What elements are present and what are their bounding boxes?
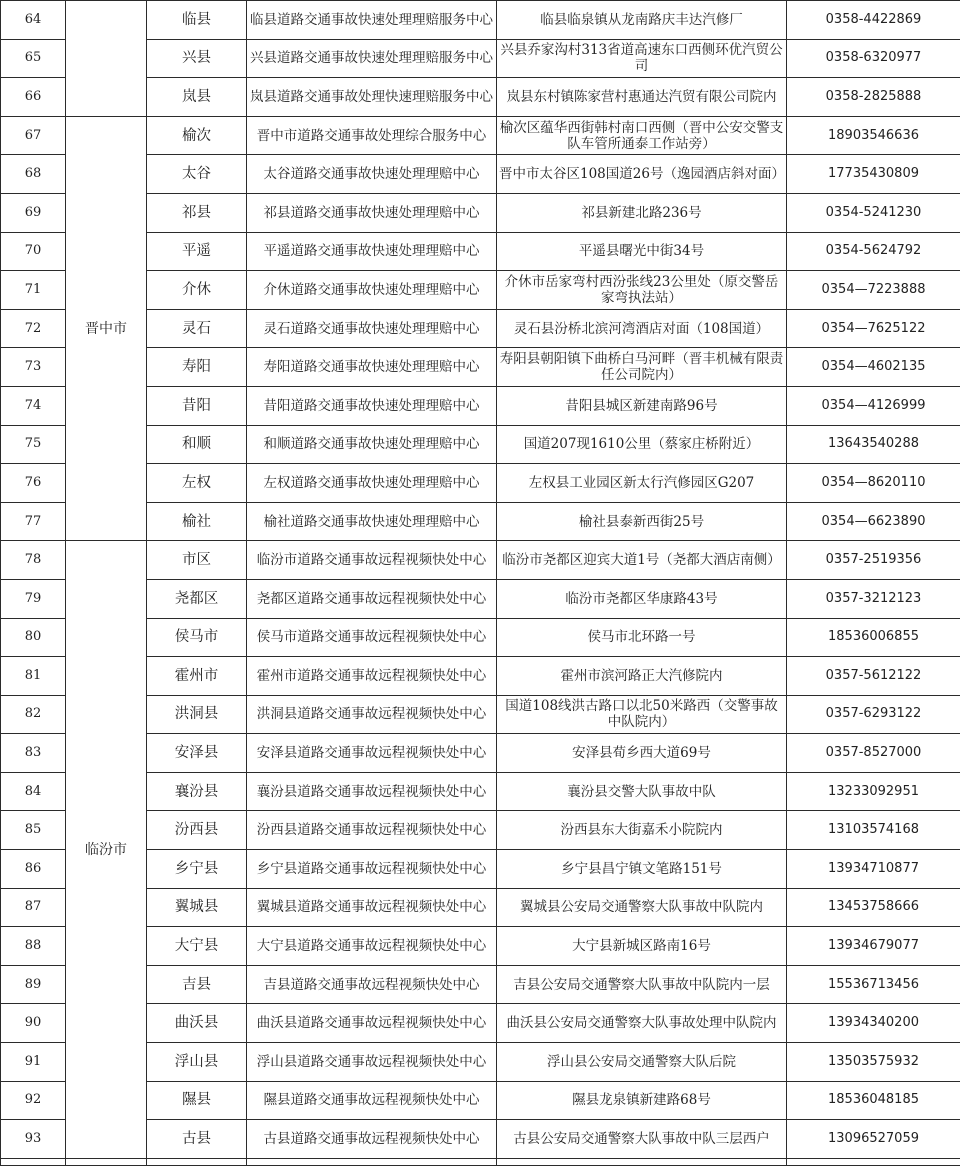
row-number: 77 (1, 502, 66, 541)
row-number: 82 (1, 695, 66, 734)
address-cell: 古县公安局交通警察大队事故中队三层西户 (497, 1120, 787, 1159)
county-cell: 尧都区 (147, 579, 247, 618)
address-cell: 左权县工业园区新太行汽修园区G207 (497, 464, 787, 503)
empty-cell (1, 1158, 66, 1165)
empty-cell (497, 1158, 787, 1165)
phone-cell: 0354—8620110 (787, 464, 960, 503)
address-cell: 岚县东村镇陈家营村惠通达汽贸有限公司院内 (497, 78, 787, 117)
county-cell: 榆次 (147, 116, 247, 155)
county-cell: 乡宁县 (147, 850, 247, 889)
phone-cell: 13643540288 (787, 425, 960, 464)
row-number: 78 (1, 541, 66, 580)
service-center-name: 隰县道路交通事故远程视频快处中心 (247, 1081, 497, 1120)
address-cell: 国道108线洪古路口以北50米路西（交警事故中队院内） (497, 695, 787, 734)
address-cell: 临汾市尧都区华康路43号 (497, 579, 787, 618)
address-cell: 平遥县曙光中街34号 (497, 232, 787, 271)
empty-cell (147, 1158, 247, 1165)
county-cell: 安泽县 (147, 734, 247, 773)
phone-cell: 13233092951 (787, 772, 960, 811)
row-number: 84 (1, 772, 66, 811)
phone-cell: 0357-8527000 (787, 734, 960, 773)
phone-cell: 15536713456 (787, 965, 960, 1004)
phone-cell: 0357-6293122 (787, 695, 960, 734)
row-number: 74 (1, 386, 66, 425)
service-center-name: 昔阳道路交通事故快速处理理赔中心 (247, 386, 497, 425)
address-cell: 浮山县公安局交通警察大队后院 (497, 1043, 787, 1082)
address-cell: 襄汾县交警大队事故中队 (497, 772, 787, 811)
phone-cell: 0354—4126999 (787, 386, 960, 425)
table-row (1, 116, 960, 155)
service-center-name: 灵石道路交通事故快速处理理赔中心 (247, 309, 497, 348)
county-cell: 和顺 (147, 425, 247, 464)
phone-cell: 0354—6623890 (787, 502, 960, 541)
address-cell: 国道207现1610公里（蔡家庄桥附近） (497, 425, 787, 464)
empty-cell (66, 1158, 147, 1165)
table-row (1, 541, 960, 580)
county-cell: 汾西县 (147, 811, 247, 850)
phone-cell: 0354-5624792 (787, 232, 960, 271)
service-center-name: 侯马市道路交通事故远程视频快处中心 (247, 618, 497, 657)
service-center-name: 左权道路交通事故快速处理理赔中心 (247, 464, 497, 503)
address-cell: 汾西县东大街嘉禾小院院内 (497, 811, 787, 850)
address-cell: 灵石县汾桥北滨河湾酒店对面（108国道） (497, 309, 787, 348)
service-center-name: 霍州市道路交通事故远程视频快处中心 (247, 657, 497, 696)
county-cell: 昔阳 (147, 386, 247, 425)
service-center-name: 兴县道路交通事故快速处理理赔服务中心 (247, 39, 497, 78)
service-center-name: 乡宁县道路交通事故远程视频快处中心 (247, 850, 497, 889)
county-cell: 吉县 (147, 965, 247, 1004)
county-cell: 侯马市 (147, 618, 247, 657)
service-center-name: 曲沃县道路交通事故远程视频快处中心 (247, 1004, 497, 1043)
row-number: 92 (1, 1081, 66, 1120)
row-number: 75 (1, 425, 66, 464)
row-number: 83 (1, 734, 66, 773)
phone-cell: 0358-4422869 (787, 1, 960, 40)
table-row-partial (1, 1158, 960, 1165)
phone-cell: 18536048185 (787, 1081, 960, 1120)
row-number: 86 (1, 850, 66, 889)
row-number: 65 (1, 39, 66, 78)
row-number: 66 (1, 78, 66, 117)
phone-cell: 13103574168 (787, 811, 960, 850)
city-cell (66, 1, 147, 117)
address-cell: 曲沃县公安局交通警察大队事故处理中队院内 (497, 1004, 787, 1043)
row-number: 68 (1, 155, 66, 194)
service-center-name: 平遥道路交通事故快速处理理赔中心 (247, 232, 497, 271)
address-cell: 吉县公安局交通警察大队事故中队院内一层 (497, 965, 787, 1004)
row-number: 76 (1, 464, 66, 503)
service-center-name: 岚县道路交通事故处理快速理赔服务中心 (247, 78, 497, 117)
address-cell: 翼城县公安局交通警察大队事故中队院内 (497, 888, 787, 927)
row-number: 85 (1, 811, 66, 850)
service-center-name: 临汾市道路交通事故远程视频快处中心 (247, 541, 497, 580)
phone-cell: 0358-6320977 (787, 39, 960, 78)
row-number: 64 (1, 1, 66, 40)
phone-cell: 13096527059 (787, 1120, 960, 1159)
row-number: 72 (1, 309, 66, 348)
county-cell: 曲沃县 (147, 1004, 247, 1043)
address-cell: 大宁县新城区路南16号 (497, 927, 787, 966)
county-cell: 大宁县 (147, 927, 247, 966)
row-number: 67 (1, 116, 66, 155)
county-cell: 左权 (147, 464, 247, 503)
phone-cell: 0354-5241230 (787, 193, 960, 232)
row-number: 79 (1, 579, 66, 618)
service-center-name: 介休道路交通事故快速处理理赔中心 (247, 271, 497, 310)
county-cell: 翼城县 (147, 888, 247, 927)
county-cell: 浮山县 (147, 1043, 247, 1082)
row-number: 87 (1, 888, 66, 927)
service-center-name: 临县道路交通事故快速处理理赔服务中心 (247, 1, 497, 40)
service-center-name: 太谷道路交通事故快速处理理赔中心 (247, 155, 497, 194)
row-number: 73 (1, 348, 66, 387)
phone-cell: 13934340200 (787, 1004, 960, 1043)
address-cell: 临汾市尧都区迎宾大道1号（尧都大酒店南侧） (497, 541, 787, 580)
empty-cell (247, 1158, 497, 1165)
row-number: 81 (1, 657, 66, 696)
row-number: 93 (1, 1120, 66, 1159)
phone-cell: 0354—4602135 (787, 348, 960, 387)
service-center-name: 吉县道路交通事故远程视频快处中心 (247, 965, 497, 1004)
service-center-name: 榆社道路交通事故快速处理理赔中心 (247, 502, 497, 541)
address-cell: 介休市岳家弯村西汾张线23公里处（原交警岳家弯执法站） (497, 271, 787, 310)
service-center-name: 晋中市道路交通事故处理综合服务中心 (247, 116, 497, 155)
row-number: 80 (1, 618, 66, 657)
phone-cell: 13453758666 (787, 888, 960, 927)
address-cell: 榆次区蕴华西街韩村南口西侧（晋中公安交警支队车管所通泰工作站旁） (497, 116, 787, 155)
phone-cell: 18903546636 (787, 116, 960, 155)
row-number: 91 (1, 1043, 66, 1082)
row-number: 71 (1, 271, 66, 310)
service-center-name: 汾西县道路交通事故远程视频快处中心 (247, 811, 497, 850)
phone-cell: 13934679077 (787, 927, 960, 966)
county-cell: 隰县 (147, 1081, 247, 1120)
service-center-name: 浮山县道路交通事故远程视频快处中心 (247, 1043, 497, 1082)
service-center-name: 尧都区道路交通事故远程视频快处中心 (247, 579, 497, 618)
service-center-name: 安泽县道路交通事故远程视频快处中心 (247, 734, 497, 773)
phone-cell: 0358-2825888 (787, 78, 960, 117)
phone-cell: 0354—7625122 (787, 309, 960, 348)
table-body (1, 1, 960, 1166)
address-cell: 祁县新建北路236号 (497, 193, 787, 232)
address-cell: 临县临泉镇从龙南路庆丰达汽修厂 (497, 1, 787, 40)
row-number: 90 (1, 1004, 66, 1043)
address-cell: 侯马市北环路一号 (497, 618, 787, 657)
phone-cell: 13934710877 (787, 850, 960, 889)
row-number: 88 (1, 927, 66, 966)
address-cell: 兴县乔家沟村313省道高速东口西侧环优汽贸公司 (497, 39, 787, 78)
county-cell: 临县 (147, 1, 247, 40)
county-cell: 襄汾县 (147, 772, 247, 811)
county-cell: 介休 (147, 271, 247, 310)
phone-cell: 17735430809 (787, 155, 960, 194)
county-cell: 古县 (147, 1120, 247, 1159)
county-cell: 霍州市 (147, 657, 247, 696)
phone-cell: 13503575932 (787, 1043, 960, 1082)
service-center-name: 襄汾县道路交通事故远程视频快处中心 (247, 772, 497, 811)
address-cell: 霍州市滨河路正大汽修院内 (497, 657, 787, 696)
county-cell: 灵石 (147, 309, 247, 348)
row-number: 70 (1, 232, 66, 271)
city-cell: 晋中市 (66, 116, 147, 541)
county-cell: 兴县 (147, 39, 247, 78)
county-cell: 平遥 (147, 232, 247, 271)
phone-cell: 0354—7223888 (787, 271, 960, 310)
service-center-name: 和顺道路交通事故快速处理理赔中心 (247, 425, 497, 464)
address-cell: 隰县龙泉镇新建路68号 (497, 1081, 787, 1120)
address-cell: 寿阳县朝阳镇下曲桥白马河畔（晋丰机械有限责任公司院内） (497, 348, 787, 387)
service-center-name: 大宁县道路交通事故远程视频快处中心 (247, 927, 497, 966)
service-center-name: 古县道路交通事故远程视频快处中心 (247, 1120, 497, 1159)
service-center-name: 祁县道路交通事故快速处理理赔中心 (247, 193, 497, 232)
address-cell: 昔阳县城区新建南路96号 (497, 386, 787, 425)
table-row (1, 1, 960, 40)
county-cell: 岚县 (147, 78, 247, 117)
row-number: 89 (1, 965, 66, 1004)
phone-cell: 0357-5612122 (787, 657, 960, 696)
service-center-name: 洪洞县道路交通事故远程视频快处中心 (247, 695, 497, 734)
phone-cell: 18536006855 (787, 618, 960, 657)
address-cell: 乡宁县昌宁镇文笔路151号 (497, 850, 787, 889)
county-cell: 市区 (147, 541, 247, 580)
service-center-name: 寿阳道路交通事故快速处理理赔中心 (247, 348, 497, 387)
service-center-name: 翼城县道路交通事故远程视频快处中心 (247, 888, 497, 927)
empty-cell (787, 1158, 960, 1165)
phone-cell: 0357-2519356 (787, 541, 960, 580)
phone-cell: 0357-3212123 (787, 579, 960, 618)
county-cell: 太谷 (147, 155, 247, 194)
city-cell: 临汾市 (66, 541, 147, 1159)
county-cell: 洪洞县 (147, 695, 247, 734)
address-cell: 安泽县荀乡西大道69号 (497, 734, 787, 773)
county-cell: 寿阳 (147, 348, 247, 387)
row-number: 69 (1, 193, 66, 232)
county-cell: 榆社 (147, 502, 247, 541)
address-cell: 榆社县泰新西街25号 (497, 502, 787, 541)
address-cell: 晋中市太谷区108国道26号（逸园酒店斜对面） (497, 155, 787, 194)
county-cell: 祁县 (147, 193, 247, 232)
